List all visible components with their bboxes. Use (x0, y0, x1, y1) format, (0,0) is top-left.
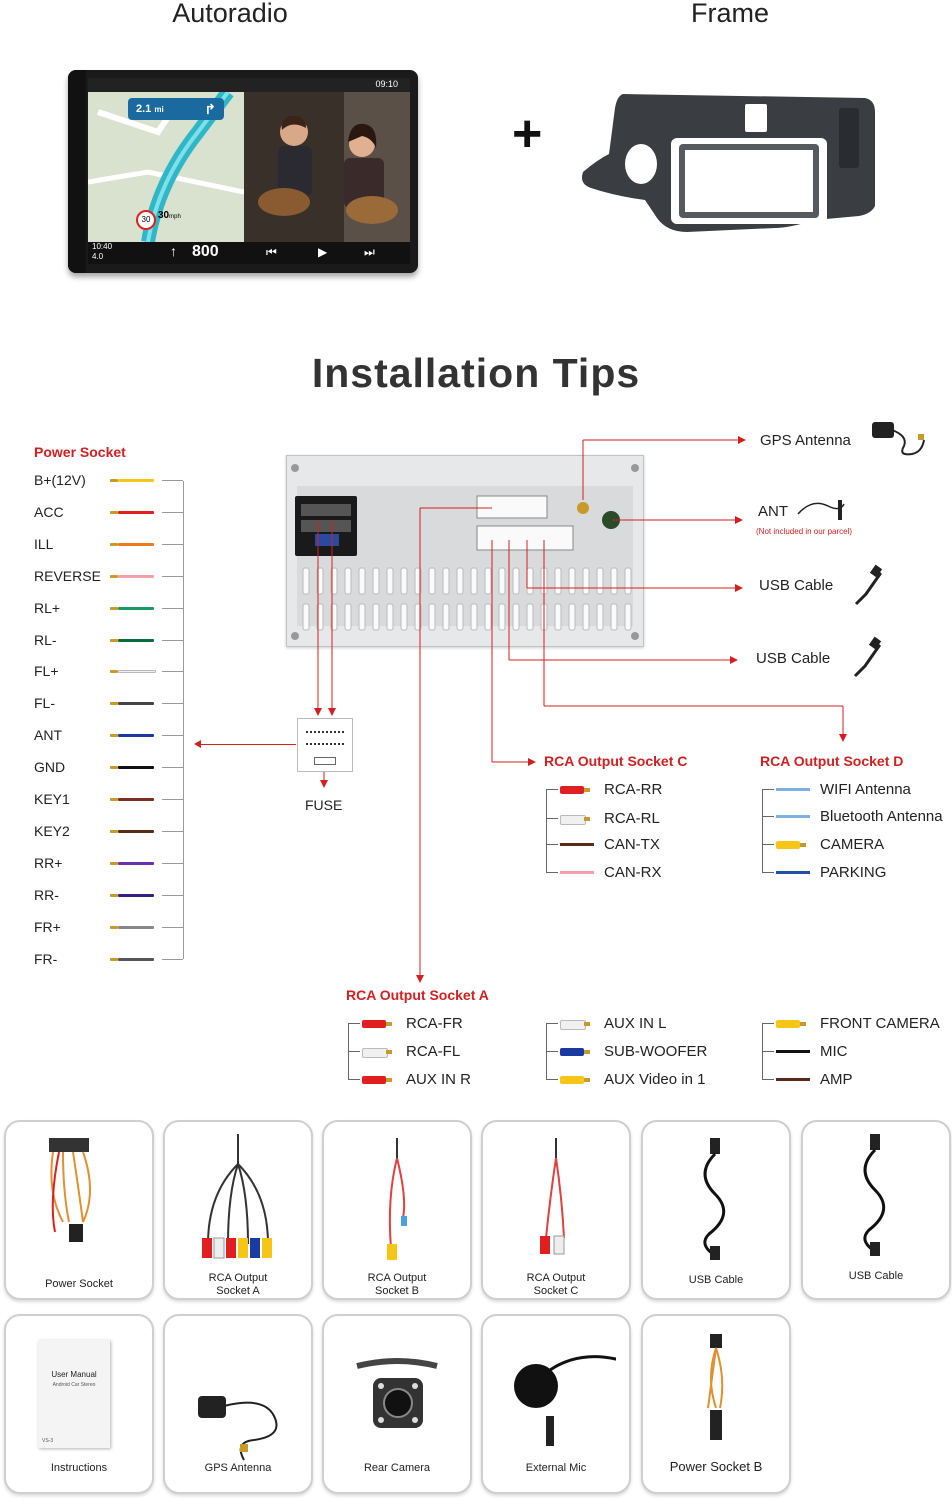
connector-line (546, 818, 558, 819)
manual-title: User Manual (51, 1370, 97, 1379)
part-image (178, 1128, 298, 1268)
next-track-icon[interactable]: ⏭ (364, 245, 375, 259)
part-card (322, 1314, 472, 1494)
nav-unit: mi (154, 105, 164, 114)
gps-antenna-icon (868, 418, 928, 460)
rca-plug-tip (584, 788, 590, 792)
ant-cable-icon (792, 494, 856, 524)
part-image (496, 1128, 616, 1268)
rca-label: AUX IN L (604, 1015, 667, 1032)
rca-a-title: RCA Output Socket A (346, 987, 489, 1003)
wire-segment (776, 1078, 810, 1081)
part-image (19, 1128, 139, 1268)
wire-label: FL- (34, 695, 55, 712)
rca-plug-tip (386, 1050, 392, 1054)
part-label: USB Cable (688, 1274, 744, 1286)
rca-label: MIC (820, 1043, 848, 1060)
connector-line (762, 789, 774, 790)
rca-c-title: RCA Output Socket C (544, 753, 688, 769)
usb-cable-label-2: USB Cable (756, 650, 831, 667)
part-label: Instructions (50, 1462, 108, 1474)
wire-label: RL- (34, 631, 57, 648)
part-label: GPS Antenna (204, 1462, 272, 1474)
wire-label: RR- (34, 886, 59, 903)
rca-c-bracket (546, 789, 547, 873)
connector-line (762, 816, 774, 817)
wire-label: ACC (34, 503, 64, 520)
part-image (496, 1326, 616, 1466)
connector-line (762, 1023, 774, 1024)
rca-label: RCA-RR (604, 781, 663, 798)
connector-line (762, 1079, 774, 1080)
part-image (337, 1128, 457, 1268)
part-image (337, 1326, 457, 1466)
wire-label: ILL (34, 535, 54, 552)
connector-line (762, 844, 774, 845)
connector-line (546, 1051, 558, 1052)
gps-antenna-label: GPS Antenna (760, 432, 851, 449)
rca-plug (776, 841, 800, 849)
rca-plug-tip (584, 817, 590, 821)
part-card (322, 1120, 472, 1300)
wire-segment (776, 815, 810, 818)
manual-code: VS-3 (42, 1438, 54, 1444)
rca-plug-tip (800, 1022, 806, 1026)
manual-subtitle: Android Car Stereo (52, 1382, 96, 1388)
rca-plug (560, 1076, 584, 1084)
part-card (801, 1120, 951, 1300)
wire-label: RR+ (34, 854, 63, 871)
part-label: USB Cable (848, 1270, 904, 1282)
part-image (656, 1326, 776, 1466)
connector-line (348, 1051, 360, 1052)
connector-line (348, 1079, 360, 1080)
next-turn-icon: ↑ (170, 243, 177, 259)
rca-plug (560, 1020, 586, 1030)
rca-label: SUB-WOOFER (604, 1043, 708, 1060)
part-card (163, 1314, 313, 1494)
turn-distance: 800 (192, 243, 219, 260)
part-label: Rear Camera (363, 1462, 431, 1474)
rca-plug (362, 1076, 386, 1084)
part-label: External Mic (525, 1462, 587, 1474)
part-card (641, 1120, 791, 1300)
rca-label: RCA-FR (406, 1015, 463, 1032)
rca-d-title: RCA Output Socket D (760, 753, 904, 769)
part-label: RCA Output Socket B (367, 1272, 427, 1297)
rca-label: AUX IN R (406, 1071, 472, 1088)
part-card (481, 1120, 631, 1300)
wire-label: REVERSE (34, 567, 101, 584)
power-socket-title: Power Socket (34, 444, 126, 460)
rca-label: CAMERA (820, 836, 885, 853)
rca-plug-tip (584, 1022, 590, 1026)
speed-limit-sign: 30 (136, 210, 156, 230)
connector-line (546, 789, 558, 790)
part-label: Power Socket (45, 1278, 113, 1290)
ant-note: (Not included in our parcel) (756, 527, 853, 536)
status-time: 09:10 (375, 79, 398, 89)
rca-plug (560, 786, 584, 794)
rca-label: PARKING (820, 864, 887, 881)
rca-plug (560, 1048, 584, 1056)
rca-label: CAN-RX (604, 864, 662, 881)
speed-value: 30 (158, 210, 170, 221)
wire-label: B+(12V) (34, 472, 86, 488)
wire-label: FR- (34, 950, 58, 967)
frame-heading: Frame (690, 0, 769, 28)
installation-tips-title: Installation Tips (311, 350, 641, 396)
speed-unit: mph (169, 214, 181, 220)
connector-line (762, 872, 774, 873)
rca-d-bracket (762, 789, 763, 873)
usb-cable-label-1: USB Cable (759, 577, 834, 594)
rca-label: WIFI Antenna (820, 781, 911, 798)
rca-a-bracket (762, 1023, 763, 1079)
wire-label: RL+ (34, 599, 61, 616)
rca-plug (362, 1048, 388, 1058)
wire-segment (776, 1050, 810, 1053)
nav-distance: 2.1 (136, 103, 152, 115)
rca-plug (776, 1020, 800, 1028)
part-image (656, 1128, 776, 1268)
connector-line (546, 844, 558, 845)
previous-track-icon[interactable]: ⏮ (266, 245, 277, 259)
rca-label: RCA-RL (604, 810, 660, 827)
plus-sign: + (512, 105, 543, 163)
autoradio-heading: Autoradio (172, 0, 288, 28)
connector-line (762, 1051, 774, 1052)
part-card (4, 1120, 154, 1300)
rca-plug (560, 815, 586, 825)
connector-line (546, 1023, 558, 1024)
ant-label: ANT (758, 503, 788, 520)
rca-plug-tip (584, 1050, 590, 1054)
clock: 10:40 (92, 242, 113, 251)
wire-label: ANT (34, 727, 62, 744)
remaining-distance: 4.0 (92, 252, 104, 261)
part-card (481, 1314, 631, 1494)
wire-label: FR+ (34, 918, 61, 935)
wire-segment (560, 871, 594, 874)
rca-plug (362, 1020, 386, 1028)
rca-label: RCA-FL (406, 1043, 461, 1060)
fuse-box (297, 718, 353, 772)
wire-label: FL+ (34, 663, 59, 680)
connector-line (546, 872, 558, 873)
rca-label: AUX Video in 1 (604, 1071, 706, 1088)
part-card (4, 1314, 154, 1494)
part-image (816, 1128, 936, 1268)
part-label: RCA Output Socket C (526, 1272, 586, 1297)
user-manual-image (38, 1340, 110, 1448)
wire-segment (776, 871, 810, 874)
part-label: RCA Output Socket A (208, 1272, 268, 1297)
rca-label: Bluetooth Antenna (820, 808, 943, 825)
rca-a-bracket (546, 1023, 547, 1079)
play-icon[interactable]: ▶ (318, 245, 328, 259)
rca-plug-tip (584, 1078, 590, 1082)
rca-plug-tip (386, 1022, 392, 1026)
rca-a-bracket (348, 1023, 349, 1079)
wire-label: KEY1 (34, 791, 70, 807)
part-card (641, 1314, 791, 1494)
usb-cable-icon-2 (845, 636, 885, 682)
connector-line (546, 1079, 558, 1080)
rca-label: CAN-TX (604, 836, 660, 853)
rca-label: AMP (820, 1071, 853, 1088)
part-label: Power Socket B (669, 1459, 763, 1474)
turn-arrow-icon: ↱ (204, 101, 216, 117)
usb-cable-icon-1 (846, 564, 886, 610)
rca-label: FRONT CAMERA (820, 1015, 940, 1032)
wire-segment (776, 788, 810, 791)
rca-plug-tip (800, 843, 806, 847)
connector-line (348, 1023, 360, 1024)
wire-label: GND (34, 759, 66, 776)
wire-segment (560, 843, 594, 846)
part-card (163, 1120, 313, 1300)
rca-plug-tip (386, 1078, 392, 1082)
part-image (178, 1326, 298, 1466)
wire-label: KEY2 (34, 822, 70, 839)
fuse-label: FUSE (305, 797, 343, 813)
